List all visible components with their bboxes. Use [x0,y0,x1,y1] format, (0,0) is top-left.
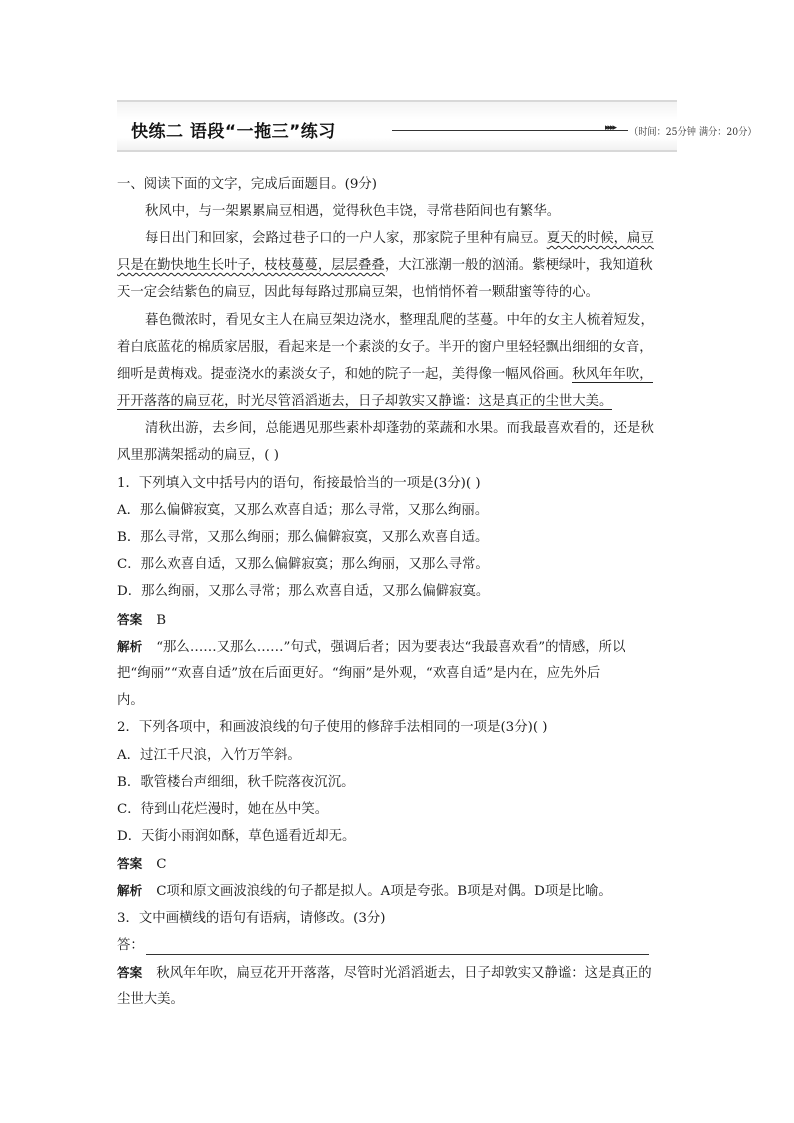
question-2-option-d: D．天街小雨润如酥，草色遥看近却无。 [117,829,356,844]
passage-paragraph-2-line-1 [145,230,677,248]
section-title: 快练二 语段“一拖三”练习 [131,122,336,142]
answer-value: C [156,857,167,872]
header-top-rule [117,100,677,102]
analysis-text: C项和原文画波浪线的句子都是拟人。A项是夸张。B项是对偶。D项是比喻。 [156,884,612,899]
passage-paragraph-2-line-3: 天一定会结紫色的扁豆，因此每每路过那扁豆架，也悄悄怀着一颗甜蜜等待的心。 [117,285,600,300]
answer-blank-line[interactable] [146,954,649,955]
passage-paragraph-1: 秋风中，与一架累累扁豆相遇，觉得秋色丰饶，寻常巷陌间也有繁华。 [145,204,561,219]
question-2-option-b: B．歌管楼台声细细，秋千院落夜沉沉。 [117,775,355,790]
answer-label: 答案 [117,965,143,980]
passage-paragraph-3-line-4 [117,393,612,411]
question-2-option-a: A．过江千尺浪，入竹万竿斜。 [117,748,301,763]
question-1-option-c: C．那么欢喜自适，又那么偏僻寂寞；那么绚丽，又那么寻常。 [117,557,489,572]
question-1-option-b: B．那么寻常，又那么绚丽；那么偏僻寂寞，又那么欢喜自适。 [117,530,489,545]
text-span: 每日出门和回家，会路过巷子口的一户人家，那家院子里种有扁豆。 [145,231,547,246]
question-3-answer-line-2: 尘世大美。 [117,992,184,1007]
section-header [117,100,757,152]
analysis-label: 解析 [117,639,143,654]
passage-paragraph-3-line-2: 着白底蓝花的棉质家居服，看起来是一个素淡的女子。半开的窗户里轻轻飘出细细的女音， [117,340,653,355]
question-3-stem: 3．文中画横线的语句有语病，请修改。(3分) [117,911,386,926]
time-score-meta: （时间：25分钟 满分：20分） [629,127,757,138]
answer-text: 秋风年年吹，扁豆花开开落落，尽管时光滔滔逝去，日子却敦实又静谧：这是真正的 [156,966,652,981]
question-2-analysis [117,882,612,901]
wavy-text-span: 夏天的时候，扁豆 [546,231,654,246]
question-1-option-d: D．那么绚丽，又那么寻常；那么欢喜自适，又那么偏僻寂寞。 [117,584,490,599]
answer-value: B [156,613,167,628]
question-3-answer-line-1 [117,964,652,983]
answer-label: 答案 [117,856,143,871]
analysis-text: “那么……又那么……”句式，强调后者；因为要表达“我最喜欢看”的情感，所以 [156,640,626,655]
text-span: 细听是黄梅戏。提壶浇水的素淡女子，和她的院子一起，美得像一幅风俗画。 [117,367,573,382]
underlined-text-span: 开开落落的扁豆花，时光尽管滔滔逝去，日子却敦实又静谧：这是真正的尘世大美。 [117,394,613,409]
question-1-answer [117,611,166,630]
question-2-stem: 2．下列各项中，和画波浪线的句子使用的修辞手法相同的一项是(3分)( ) [117,720,548,735]
question-2-option-c: C．待到山花烂漫时，她在丛中笑。 [117,802,329,817]
passage-paragraph-3-line-3 [117,366,653,384]
passage-paragraph-4-line-1: 清秋出游，去乡间，总能遇见那些素朴却蓬勃的菜蔬和水果。而我最喜欢看的，还是秋 [145,421,654,436]
question-1-analysis-line-3: 内。 [117,693,144,708]
underlined-text-span: 秋风年年吹， [572,367,653,382]
question-1-analysis-line-2: 把“绚丽”“欢喜自适”放在后面更好。“绚丽”是外观，“欢喜自适”是内在，应先外后 [117,666,601,681]
question-1-option-a: A．那么偏僻寂寞，又那么欢喜自适；那么寻常，又那么绚丽。 [117,503,489,518]
question-1-stem: 1．下列填入文中括号内的语句，衔接最恰当的一项是(3分)( ) [117,476,481,491]
answer-label: 答案 [117,612,143,627]
question-2-answer [117,855,166,874]
passage-paragraph-4-line-2: 风里那满架摇动的扁豆，( ) [117,448,280,463]
analysis-label: 解析 [117,883,143,898]
text-span: ，大江涨潮一般的汹涌。紫梗绿叶，我知道秋 [384,258,653,273]
passage-paragraph-3-line-1: 暮色微浓时，看见女主人在扁豆架边浇水，整理乱爬的茎蔓。中年的女主人梳着短发， [145,313,654,328]
wavy-text-span: 只是在勤快地生长叶子，枝枝蔓蔓，层层叠叠 [117,258,385,273]
passage-paragraph-2-line-2 [117,257,653,275]
question-3-answer-prompt: 答： [117,938,144,953]
header-divider [392,130,628,131]
arrow-icon: ▸▸▸▸ [605,123,616,133]
header-bottom-rule [117,150,677,152]
section-heading: 一、阅读下面的文字，完成后面题目。(9分) [117,177,377,192]
question-1-analysis-line-1 [117,638,625,657]
